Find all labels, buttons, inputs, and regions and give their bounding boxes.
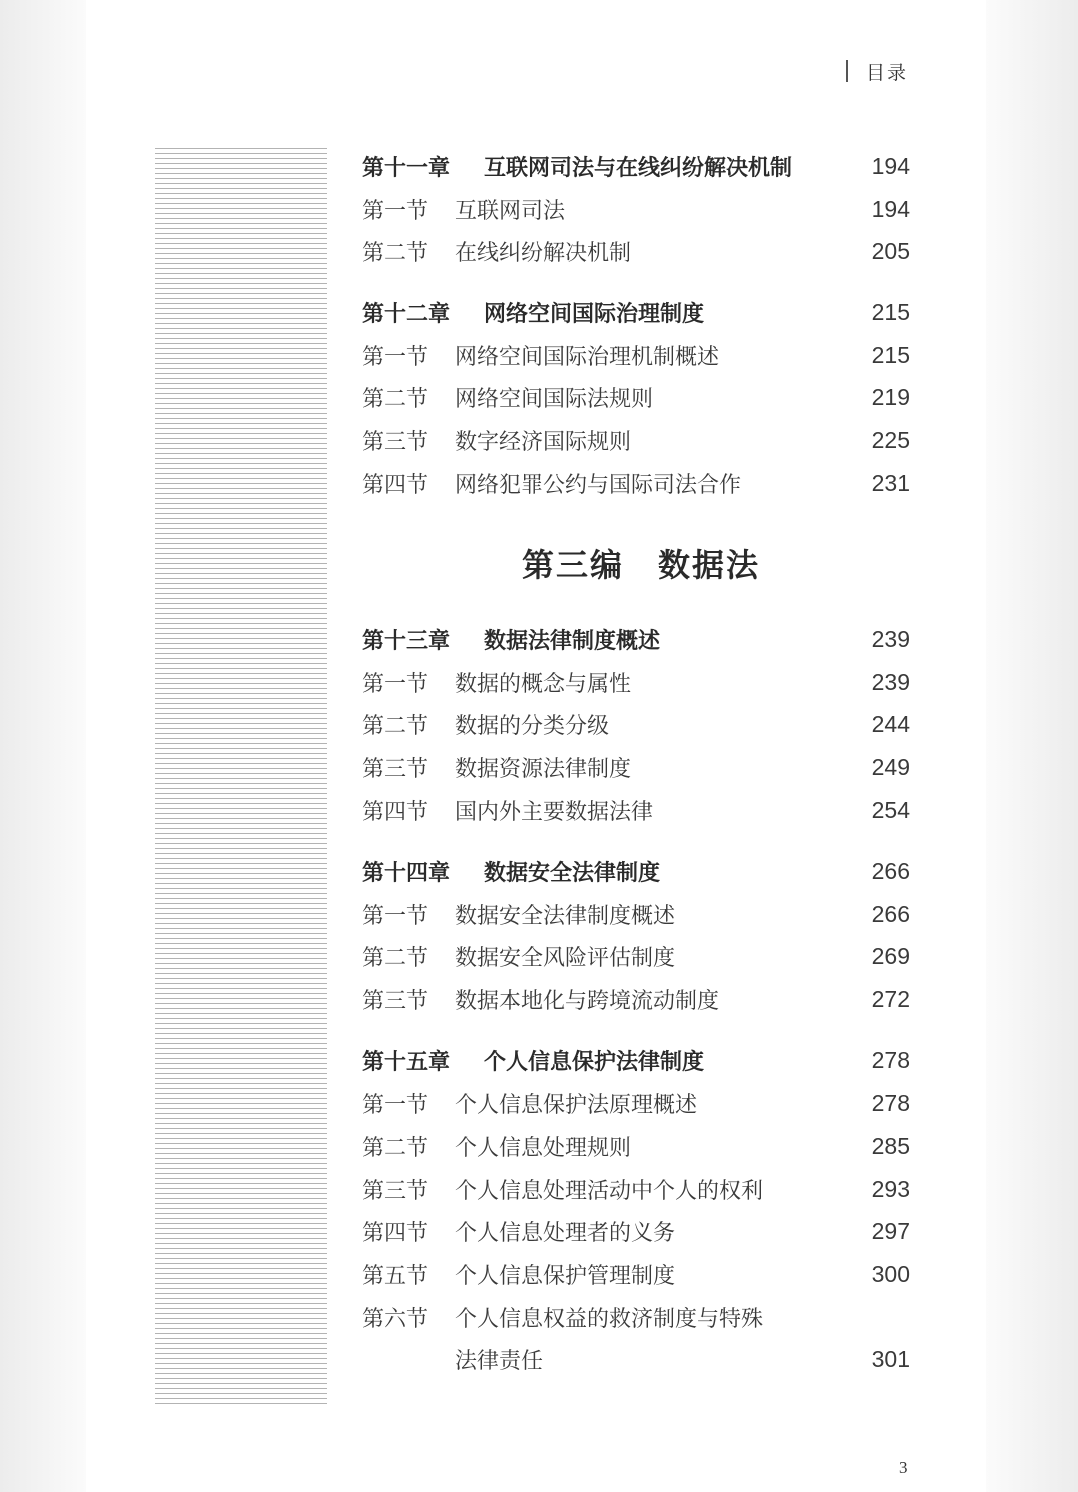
chapter-title: 个人信息保护法律制度 [484,1049,705,1075]
page-number: 269 [871,942,910,969]
toc-section-row[interactable] [362,378,910,416]
chapter-title: 数据安全法律制度 [484,860,661,886]
toc-section-row[interactable] [362,1170,910,1208]
page-number: 254 [871,796,910,823]
section-title: 网络犯罪公约与国际司法合作 [455,472,742,498]
toc-section-row[interactable] [362,895,910,933]
section-label: 第三节 [362,988,429,1014]
page-number: 231 [871,469,910,496]
chapter-title: 数据法律制度概述 [484,628,661,654]
section-title: 数据安全风险评估制度 [455,945,676,971]
section-title: 数据资源法律制度 [455,756,632,782]
running-head-rule [846,60,848,82]
page-number: 225 [871,426,910,453]
toc-section-row[interactable] [362,1127,910,1165]
part-label: 第三编 [522,546,625,584]
toc-section-row[interactable] [362,705,910,743]
section-label: 第三节 [362,756,429,782]
section-title: 个人信息处理活动中个人的权利 [455,1178,764,1204]
toc-section-row[interactable] [362,232,910,270]
page-gutter-right [986,0,1078,1492]
chapter-title: 网络空间国际治理制度 [484,301,705,327]
section-title: 互联网司法 [455,198,566,224]
section-title: 数字经济国际规则 [455,429,632,455]
toc-section-row[interactable] [362,937,910,975]
section-title: 个人信息处理规则 [455,1135,632,1161]
section-title-continued: 法律责任 [455,1348,544,1374]
part-heading [522,540,761,590]
page-gutter-left [0,0,86,1492]
section-title: 网络空间国际法规则 [455,386,654,412]
section-label: 第四节 [362,472,429,498]
toc-section-row[interactable] [362,1084,910,1122]
page-number: 266 [871,857,910,884]
running-head-label: 目录 [866,61,909,84]
toc-section-row[interactable] [362,663,910,701]
section-label: 第四节 [362,1220,429,1246]
part-title: 数据法 [658,546,761,584]
section-label: 第二节 [362,945,429,971]
toc-section-row[interactable] [362,1255,910,1293]
chapter-title: 互联网司法与在线纠纷解决机制 [484,155,793,181]
section-label: 第二节 [362,1135,429,1161]
page-number: 293 [871,1175,910,1202]
section-label: 第二节 [362,713,429,739]
running-head [846,58,908,84]
toc-section-row-continued[interactable] [362,1340,910,1378]
section-title: 数据本地化与跨境流动制度 [455,988,720,1014]
chapter-label: 第十一章 [362,155,451,181]
page-number: 205 [871,237,910,264]
page-number: 244 [871,710,910,737]
chapter-label: 第十五章 [362,1049,451,1075]
section-label: 第二节 [362,386,429,412]
toc-chapter-row[interactable] [362,1041,910,1079]
page-number: 215 [871,298,910,325]
chapter-label: 第十二章 [362,301,451,327]
page-number: 278 [871,1089,910,1116]
page-number: 194 [871,195,910,222]
section-title: 个人信息处理者的义务 [455,1220,676,1246]
page-number: 266 [871,900,910,927]
section-title: 数据的分类分级 [455,713,610,739]
toc-section-row[interactable] [362,1212,910,1250]
section-label: 第一节 [362,671,429,697]
section-label: 第六节 [362,1306,429,1332]
section-label: 第三节 [362,429,429,455]
toc-section-row[interactable] [362,980,910,1018]
page-number: 249 [871,753,910,780]
page-number: 278 [871,1046,910,1073]
section-title: 网络空间国际治理机制概述 [455,344,720,370]
toc-chapter-row[interactable] [362,620,910,658]
toc-section-row[interactable] [362,421,910,459]
section-title: 在线纠纷解决机制 [455,240,632,266]
page-number: 300 [871,1260,910,1287]
toc-section-row[interactable] [362,791,910,829]
section-label: 第一节 [362,198,429,224]
toc-chapter-row[interactable] [362,293,910,331]
section-label: 第一节 [362,1092,429,1118]
page-number: 297 [871,1217,910,1244]
toc-section-row[interactable] [362,1298,910,1336]
chapter-label: 第十三章 [362,628,451,654]
section-label: 第三节 [362,1178,429,1204]
page-number: 239 [871,625,910,652]
page-number: 219 [871,383,910,410]
section-title: 个人信息权益的救济制度与特殊 [455,1306,764,1332]
page-number: 239 [871,668,910,695]
decorative-stripe-block [155,148,327,1406]
section-label: 第五节 [362,1263,429,1289]
toc-chapter-row[interactable] [362,147,910,185]
section-title: 数据的概念与属性 [455,671,632,697]
page-folio: 3 [899,1458,908,1477]
section-title: 数据安全法律制度概述 [455,903,676,929]
book-page [86,0,986,1492]
page-number: 301 [871,1345,910,1372]
toc-section-row[interactable] [362,464,910,502]
section-label: 第一节 [362,344,429,370]
section-title: 个人信息保护管理制度 [455,1263,676,1289]
section-label: 第四节 [362,799,429,825]
page-number: 272 [871,985,910,1012]
section-title: 国内外主要数据法律 [455,799,654,825]
toc-section-row[interactable] [362,336,910,374]
toc-section-row[interactable] [362,748,910,786]
page-number: 215 [871,341,910,368]
toc-chapter-row[interactable] [362,852,910,890]
section-label: 第二节 [362,240,429,266]
chapter-label: 第十四章 [362,860,451,886]
section-label: 第一节 [362,903,429,929]
page-number: 194 [871,152,910,179]
toc-section-row[interactable] [362,190,910,228]
page-number: 285 [871,1132,910,1159]
section-title: 个人信息保护法原理概述 [455,1092,698,1118]
